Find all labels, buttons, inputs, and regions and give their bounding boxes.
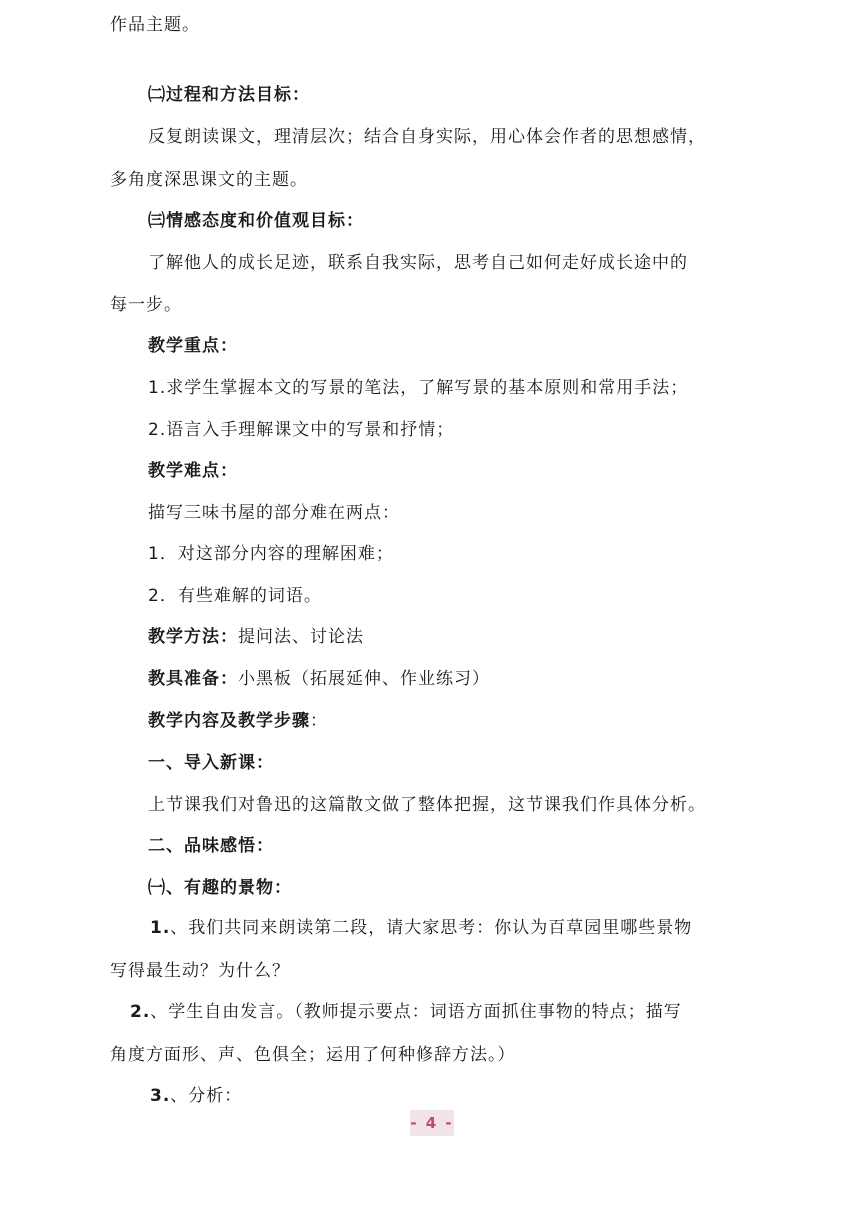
section-heading: 教学难点：: [148, 461, 238, 481]
section-heading: 二、品味感悟：: [148, 836, 274, 856]
item-number: 1.: [150, 918, 171, 938]
item-text: 、学生自由发言。（教师提示要点：词语方面抓住事物的特点；描写: [150, 1002, 682, 1022]
text-line: [148, 668, 490, 690]
text-line: 作品主题。: [110, 15, 200, 35]
method-label: 教学方法：: [148, 627, 238, 647]
method-text: 提问法、讨论法: [238, 627, 364, 647]
section-heading: ㈠、有趣的景物：: [148, 878, 292, 898]
steps-label: 教学内容及教学步骤: [148, 711, 310, 731]
text-line: 2．有些难解的词语。: [148, 586, 322, 606]
text-line: [148, 626, 364, 648]
item-text: 、我们共同来朗读第二段，请大家思考：你认为百草园里哪些景物: [170, 918, 693, 938]
text-line: [150, 917, 692, 939]
section-heading: ㈢情感态度和价值观目标：: [148, 211, 364, 231]
text-line: 了解他人的成长足迹，联系自我实际，思考自己如何走好成长途中的: [148, 253, 688, 273]
text-line: 反复朗读课文，理清层次；结合自身实际，用心体会作者的思想感情，: [148, 127, 706, 147]
tools-text: 小黑板（拓展延伸、作业练习）: [238, 669, 490, 689]
page-number: - 4 -: [410, 1110, 454, 1136]
text-line: 1．对这部分内容的理解困难；: [148, 544, 394, 564]
section-heading: 教学重点：: [148, 336, 238, 356]
text-line: 上节课我们对鲁迅的这篇散文做了整体把握，这节课我们作具体分析。: [148, 795, 706, 815]
section-heading: ㈡过程和方法目标：: [148, 85, 310, 105]
text-line: 描写三味书屋的部分难在两点：: [148, 503, 400, 523]
steps-colon: ：: [310, 711, 328, 731]
text-line: 2.语言入手理解课文中的写景和抒情；: [148, 420, 455, 440]
item-number: 2.: [130, 1002, 151, 1022]
text-line: [130, 1001, 682, 1023]
section-heading: 一、导入新课：: [148, 753, 274, 773]
text-line: 每一步。: [110, 295, 182, 315]
text-line: 写得最生动？为什么？: [110, 961, 290, 981]
text-line: 角度方面形、声、色俱全；运用了何种修辞方法。）: [110, 1045, 516, 1065]
item-text: 、分析：: [170, 1086, 243, 1106]
text-line: 1.求学生掌握本文的写景的笔法，了解写景的基本原则和常用手法；: [148, 378, 689, 398]
tools-label: 教具准备：: [148, 669, 238, 689]
text-line: [150, 1085, 242, 1107]
text-line: [148, 710, 328, 732]
item-number: 3.: [150, 1086, 171, 1106]
text-line: 多角度深思课文的主题。: [110, 170, 308, 190]
